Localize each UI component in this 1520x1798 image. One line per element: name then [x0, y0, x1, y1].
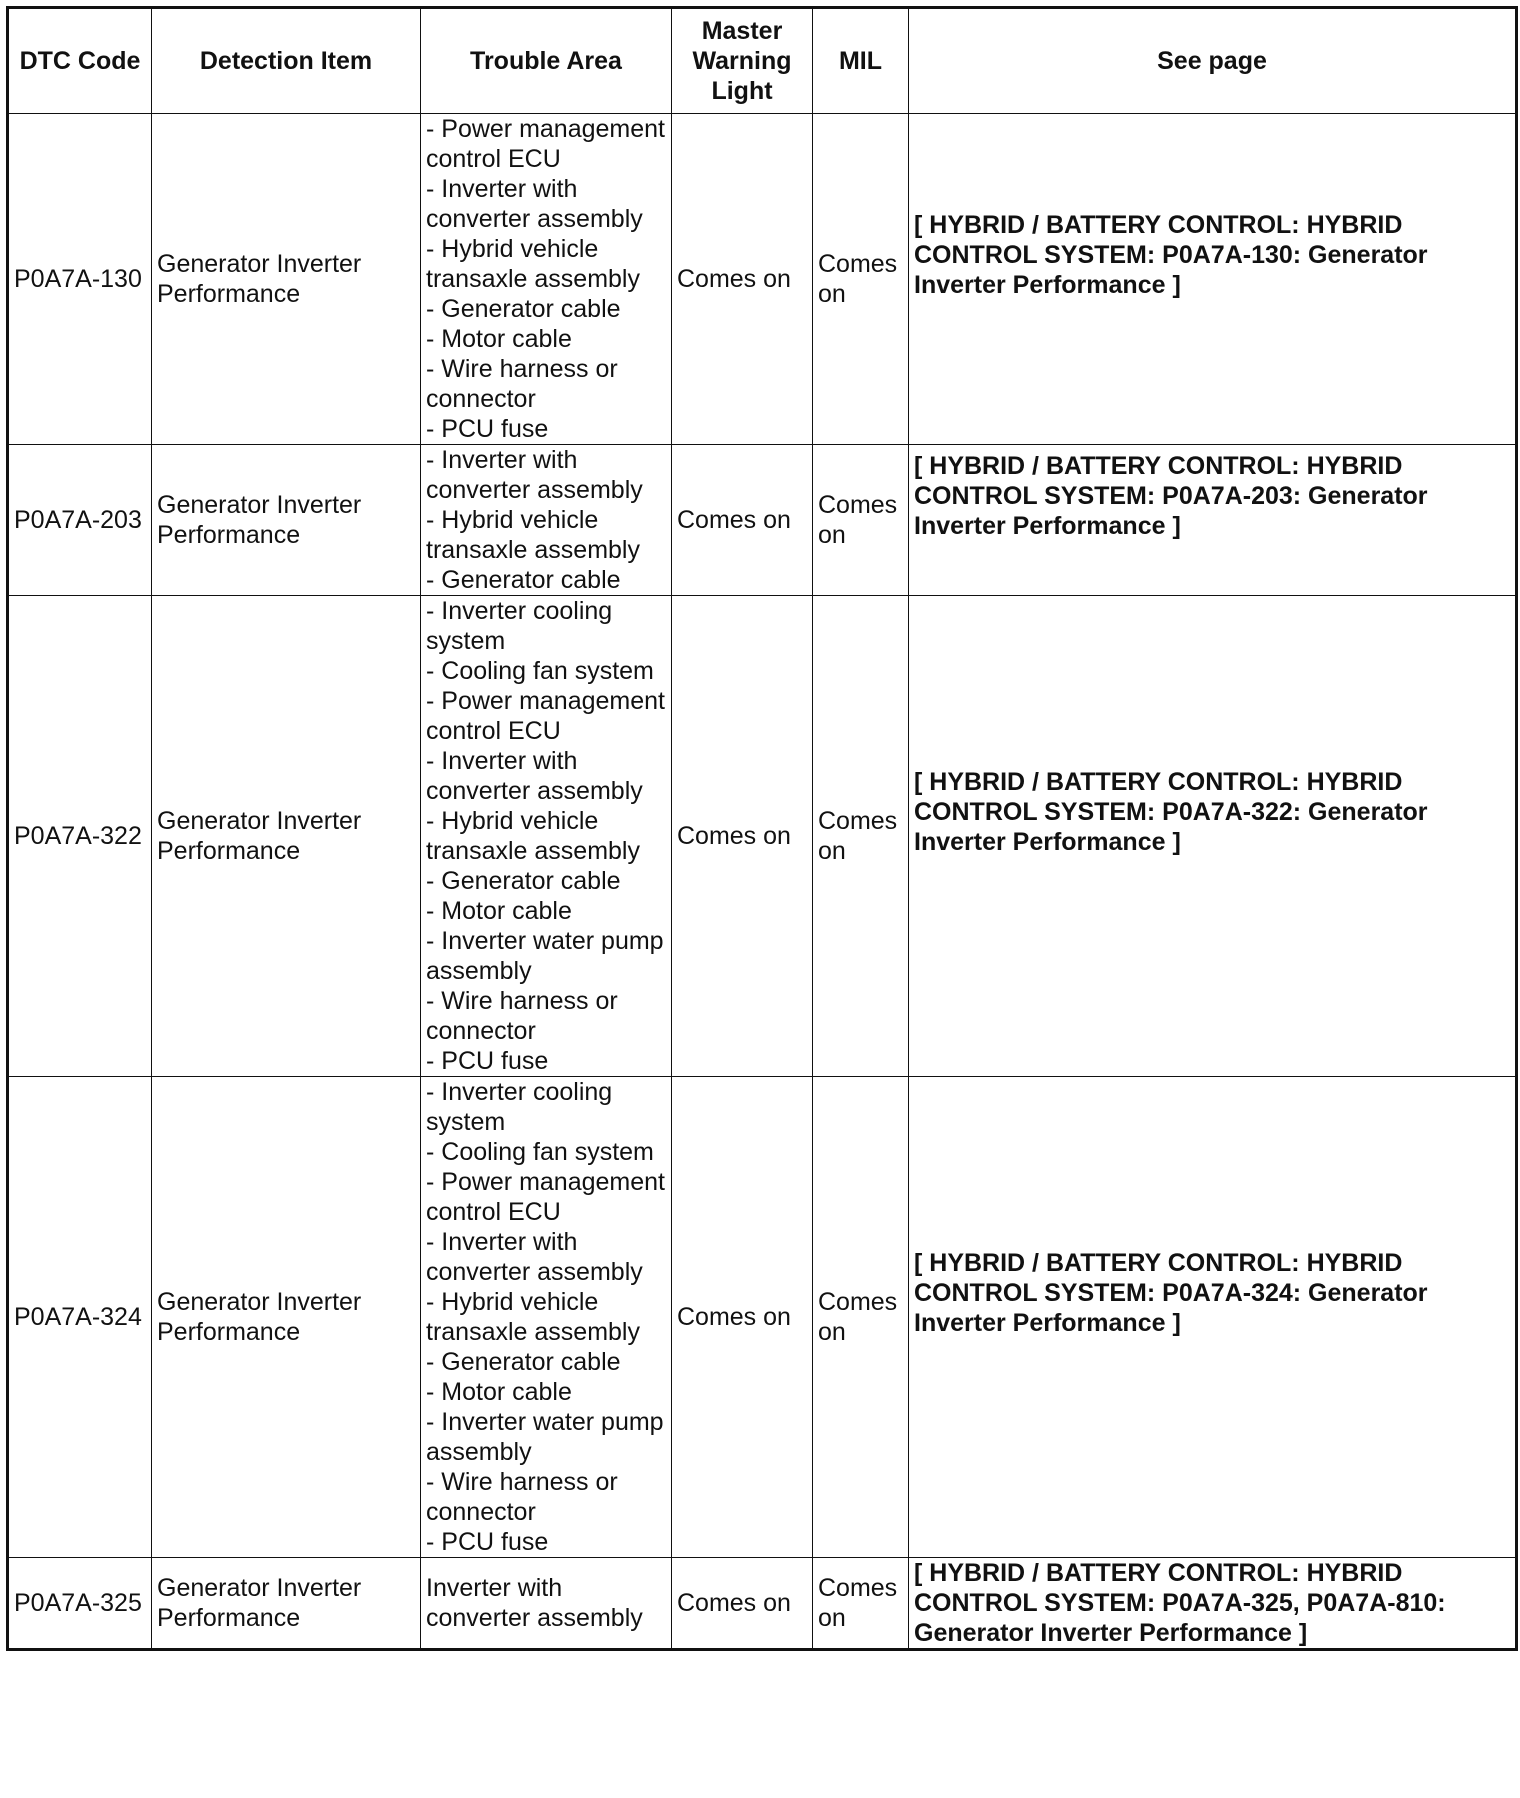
table-row: [8, 1077, 1517, 1558]
master-warning-light-cell: Comes on: [672, 1077, 813, 1558]
dtc-table: [6, 6, 1518, 1651]
see-page-link[interactable]: [ HYBRID / BATTERY CONTROL: HYBRID CONTROL SYSTEM: P0A7A-325, P0A7A-810: Generator Inverter Performance ]: [914, 1559, 1446, 1647]
trouble-area-item: - Inverter with converter assembly: [426, 1228, 643, 1286]
trouble-area-item: - PCU fuse: [426, 415, 549, 443]
dtc-code-cell: P0A7A-203: [8, 445, 152, 596]
trouble-area-item: - Inverter cooling system: [426, 597, 613, 655]
see-page-link[interactable]: [ HYBRID / BATTERY CONTROL: HYBRID CONTROL SYSTEM: P0A7A-203: Generator Inverter Performance ]: [914, 452, 1428, 540]
trouble-area-cell: [421, 1558, 672, 1650]
trouble-area-item: - Cooling fan system: [426, 1138, 654, 1166]
dtc-code-cell: P0A7A-130: [8, 114, 152, 445]
trouble-area-item: - Inverter with converter assembly: [426, 446, 643, 504]
table-body: [8, 114, 1517, 1650]
trouble-area-item: - Hybrid vehicle transaxle assembly: [426, 1288, 640, 1346]
detection-item-cell: Generator Inverter Performance: [152, 445, 421, 596]
mil-cell: Comes on: [813, 1077, 909, 1558]
master-warning-light-cell: Comes on: [672, 114, 813, 445]
mil-cell: Comes on: [813, 114, 909, 445]
trouble-area-cell: [421, 445, 672, 596]
dtc-code-cell: P0A7A-322: [8, 596, 152, 1077]
master-warning-light-cell: Comes on: [672, 1558, 813, 1650]
trouble-area-item: - PCU fuse: [426, 1047, 549, 1075]
trouble-area-item: - Wire harness or connector: [426, 1468, 618, 1526]
mil-cell: Comes on: [813, 445, 909, 596]
dtc-code-cell: P0A7A-325: [8, 1558, 152, 1650]
dtc-table-container: [6, 6, 1518, 1651]
trouble-area-item: - Inverter water pump assembly: [426, 1408, 664, 1466]
trouble-area-cell: [421, 1077, 672, 1558]
trouble-area-item: - Generator cable: [426, 867, 621, 895]
trouble-area-item: - Wire harness or connector: [426, 355, 618, 413]
table-header-row: [8, 8, 1517, 114]
trouble-area-item: - Inverter with converter assembly: [426, 747, 643, 805]
trouble-area-item: Inverter with converter assembly: [426, 1574, 643, 1632]
see-page-link[interactable]: [ HYBRID / BATTERY CONTROL: HYBRID CONTROL SYSTEM: P0A7A-322: Generator Inverter Performance ]: [914, 768, 1428, 856]
header-detection-item: Detection Item: [152, 8, 421, 114]
trouble-area-item: - Power management control ECU: [426, 115, 666, 173]
trouble-area-cell: [421, 596, 672, 1077]
trouble-area-cell: [421, 114, 672, 445]
trouble-area-item: - Generator cable: [426, 1348, 621, 1376]
header-trouble-area: Trouble Area: [421, 8, 672, 114]
see-page-cell: [909, 114, 1517, 445]
trouble-area-item: - Inverter with converter assembly: [426, 175, 643, 233]
dtc-code-cell: P0A7A-324: [8, 1077, 152, 1558]
trouble-area-item: - Inverter cooling system: [426, 1078, 613, 1136]
master-warning-light-cell: Comes on: [672, 596, 813, 1077]
trouble-area-item: - Motor cable: [426, 325, 572, 353]
trouble-area-item: - Generator cable: [426, 295, 621, 323]
mil-cell: Comes on: [813, 1558, 909, 1650]
trouble-area-item: - Hybrid vehicle transaxle assembly: [426, 807, 640, 865]
mil-cell: Comes on: [813, 596, 909, 1077]
detection-item-cell: Generator Inverter Performance: [152, 114, 421, 445]
trouble-area-item: - Generator cable: [426, 566, 621, 594]
table-row: [8, 445, 1517, 596]
detection-item-cell: Generator Inverter Performance: [152, 596, 421, 1077]
see-page-cell: [909, 1077, 1517, 1558]
header-mil: MIL: [813, 8, 909, 114]
trouble-area-item: - Hybrid vehicle transaxle assembly: [426, 235, 640, 293]
header-dtc-code: DTC Code: [8, 8, 152, 114]
header-master-warning-light: Master Warning Light: [672, 8, 813, 114]
master-warning-light-cell: Comes on: [672, 445, 813, 596]
table-row: [8, 114, 1517, 445]
trouble-area-item: - Motor cable: [426, 1378, 572, 1406]
see-page-cell: [909, 596, 1517, 1077]
see-page-cell: [909, 445, 1517, 596]
trouble-area-item: - Cooling fan system: [426, 657, 654, 685]
trouble-area-item: - Hybrid vehicle transaxle assembly: [426, 506, 640, 564]
trouble-area-item: - Power management control ECU: [426, 687, 666, 745]
trouble-area-item: - Wire harness or connector: [426, 987, 618, 1045]
trouble-area-item: - Motor cable: [426, 897, 572, 925]
detection-item-cell: Generator Inverter Performance: [152, 1558, 421, 1650]
trouble-area-item: - PCU fuse: [426, 1528, 549, 1556]
detection-item-cell: Generator Inverter Performance: [152, 1077, 421, 1558]
header-see-page: See page: [909, 8, 1517, 114]
table-row: [8, 1558, 1517, 1650]
trouble-area-item: - Inverter water pump assembly: [426, 927, 664, 985]
see-page-link[interactable]: [ HYBRID / BATTERY CONTROL: HYBRID CONTROL SYSTEM: P0A7A-130: Generator Inverter Performance ]: [914, 211, 1428, 299]
trouble-area-item: - Power management control ECU: [426, 1168, 666, 1226]
see-page-link[interactable]: [ HYBRID / BATTERY CONTROL: HYBRID CONTROL SYSTEM: P0A7A-324: Generator Inverter Performance ]: [914, 1249, 1428, 1337]
table-row: [8, 596, 1517, 1077]
see-page-cell: [909, 1558, 1517, 1650]
